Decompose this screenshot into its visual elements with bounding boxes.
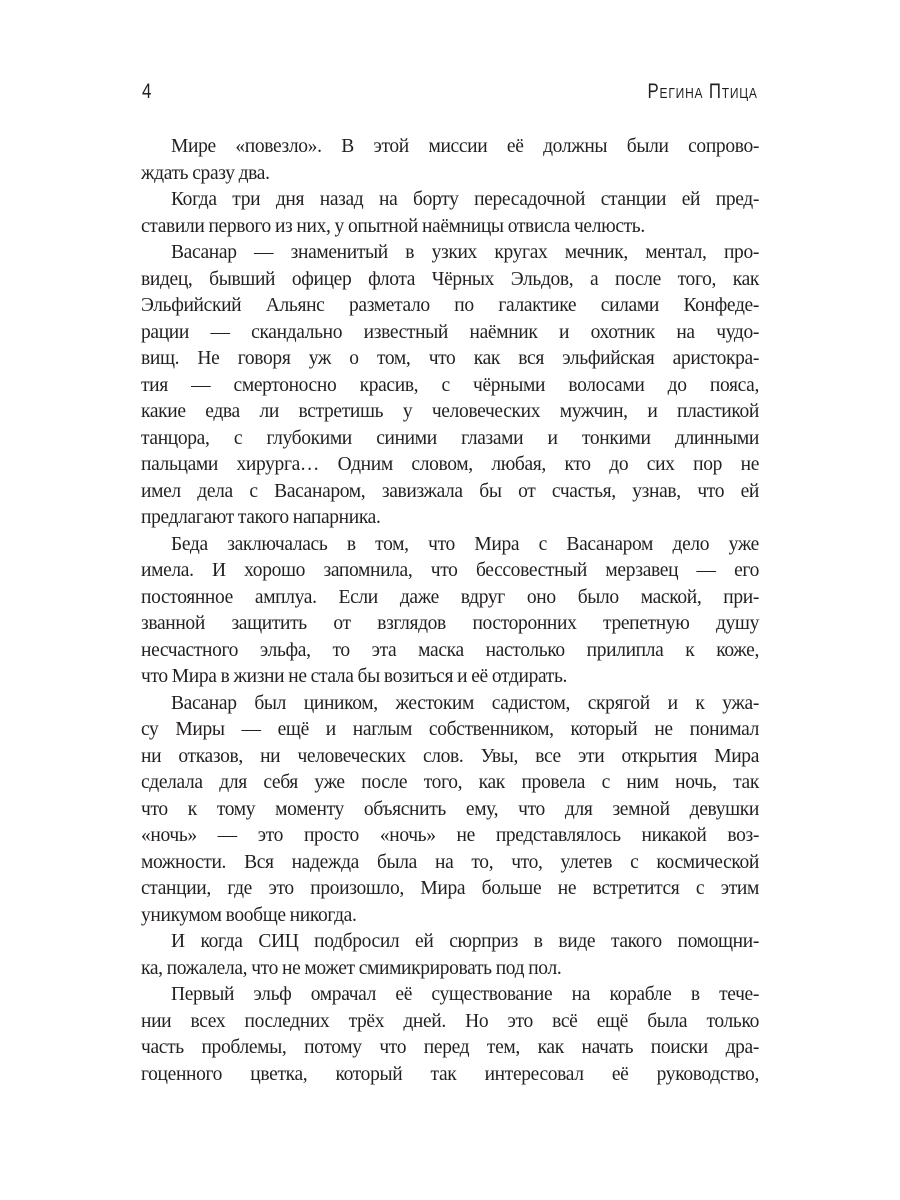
text-line: что к тому моменту объяснить ему, что для земной девушки xyxy=(141,798,759,820)
text-line: званной защитить от взглядов посторонних трепетную душу xyxy=(141,613,759,634)
text-line: И когда СИЦ подбросил ей сюрприз в виде такого помощни- xyxy=(171,931,759,952)
text-line: Мире «повезло». В этой миссии её должны были сопрово- xyxy=(171,136,759,157)
text-line: су Миры — ещё и наглым собственником, который не понимал xyxy=(141,719,759,740)
text-line: что Мира в жизни не стала бы возиться и её отдирать. xyxy=(141,666,568,687)
text-line: рации — скандально известный наёмник и охотник на чудо- xyxy=(141,321,759,343)
paragraph xyxy=(141,691,759,930)
paragraph xyxy=(141,134,759,187)
paragraph xyxy=(141,929,759,982)
text-line: какие едва ли встретишь у человеческих мужчин, и пластикой xyxy=(141,401,759,422)
text-line: имела. И хорошо запомнила, что бессовестный мерзавец — его xyxy=(141,560,759,581)
text-line: ставили первого из них, у опытной наёмницы отвисла челюсть. xyxy=(141,215,645,237)
body-text xyxy=(141,134,759,1088)
text-line: «ночь» — это просто «ночь» не представлялось никакой воз- xyxy=(141,825,759,846)
text-line: уникумом вообще никогда. xyxy=(141,904,357,926)
text-line: имел дела с Васанаром, завизжала бы от счастья, узнав, что ей xyxy=(141,480,759,502)
page-number: 4 xyxy=(142,80,152,103)
text-line: Первый эльф омрачал её существование на корабле в тече- xyxy=(171,984,759,1005)
text-line: предлагают такого напарника. xyxy=(141,507,381,528)
text-line: сделала для себя уже после того, как провела с ним ночь, так xyxy=(141,772,759,793)
text-line: несчастного эльфа, то эта маска настолько прилипла к коже, xyxy=(141,639,759,661)
text-line: Васанар был циником, жестоким садистом, скрягой и к ужа- xyxy=(171,692,759,714)
paragraph xyxy=(141,532,759,691)
text-line: Эльфийский Альянс разметало по галактике силами Конфеде- xyxy=(141,295,759,316)
text-line: Беда заключалась в том, что Мира с Васанаром дело уже xyxy=(171,533,759,555)
text-line: видец, бывший офицер флота Чёрных Эльдов, а после того, как xyxy=(141,268,759,290)
text-line: можности. Вся надежда была на то, что, улетев с космической xyxy=(141,851,759,873)
text-line: вищ. Не говоря уж о том, что как вся эльфийская аристокра- xyxy=(141,348,759,369)
paragraph xyxy=(141,187,759,240)
text-line: Васанар — знаменитый в узких кругах мечник, ментал, про- xyxy=(171,242,759,263)
running-head: Регина Птица xyxy=(647,80,758,103)
text-line: часть проблемы, потому что перед тем, как начать поиски дра- xyxy=(141,1037,759,1058)
text-line: ни отказов, ни человеческих слов. Увы, все эти открытия Мира xyxy=(141,745,759,767)
text-line: нии всех последних трёх дней. Но это всё ещё была только xyxy=(141,1010,759,1032)
text-line: тия — смертоносно красив, с чёрными волосами до пояса, xyxy=(141,374,759,396)
paragraph xyxy=(141,982,759,1088)
text-line: постоянное амплуа. Если даже вдруг оно было маской, при- xyxy=(141,586,759,608)
text-line: ждать сразу два. xyxy=(141,162,270,184)
text-line: танцора, с глубокими синими глазами и тонкими длинными xyxy=(141,427,759,449)
text-line: пальцами хирурга… Одним словом, любая, кто до сих пор не xyxy=(141,454,759,475)
text-line: станции, где это произошло, Мира больше не встретится с этим xyxy=(141,878,759,899)
text-line: Когда три дня назад на борту пересадочной станции ей пред- xyxy=(171,189,759,210)
paragraph xyxy=(141,240,759,532)
text-line: гоценного цветка, который так интересовал её руководство, xyxy=(141,1063,759,1085)
text-line: ка, пожалела, что не может смимикрировать под пол. xyxy=(141,957,562,979)
